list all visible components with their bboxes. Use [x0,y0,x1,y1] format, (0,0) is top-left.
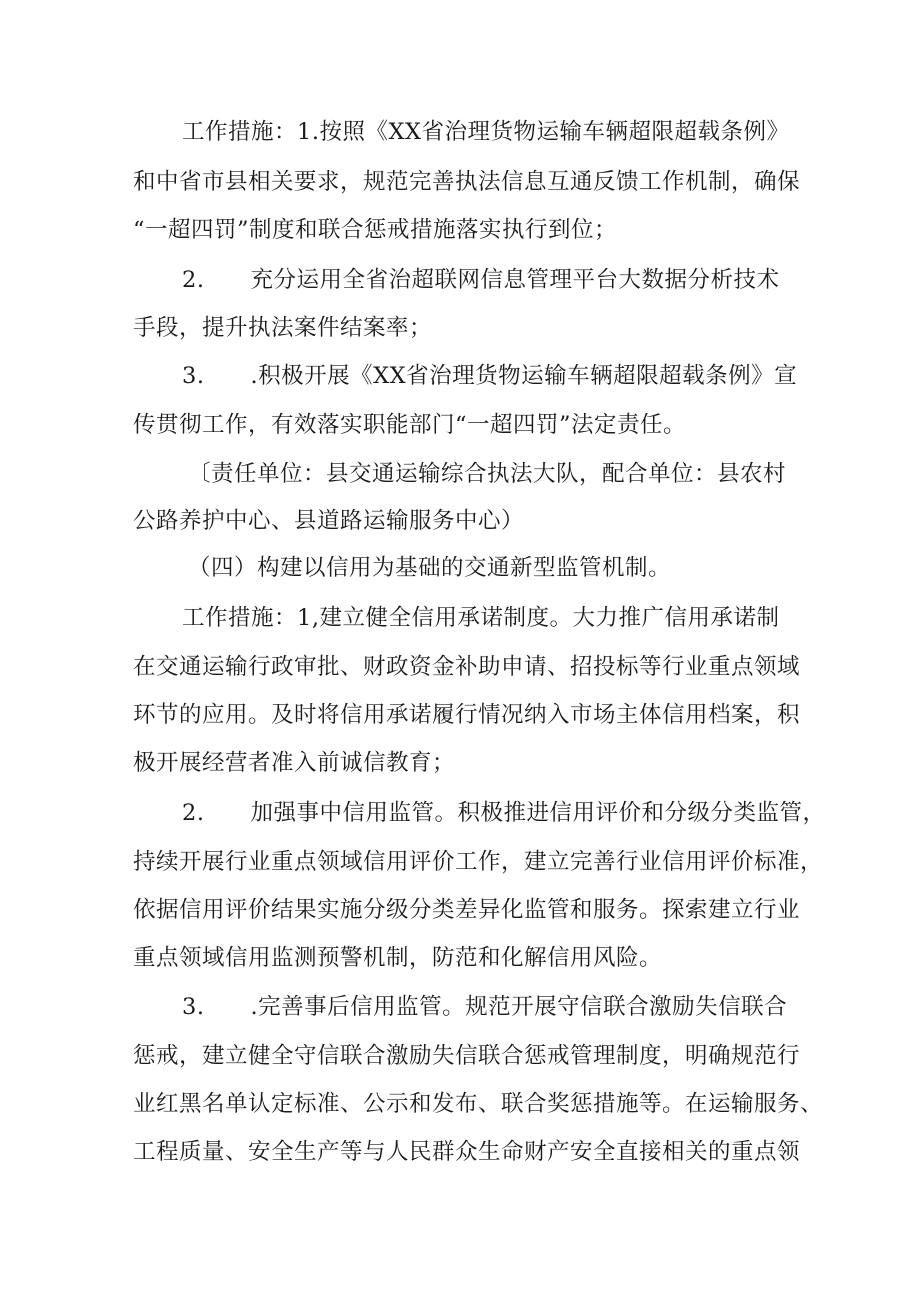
text-line: 依据信用评价结果实施分级分类差异化监管和服务。探索建立行业 [133,897,801,923]
text-line: 工程质量、安全生产等与人民群众生命财产安全直接相关的重点领 [133,1139,801,1165]
text-line: 惩戒，建立健全守信联合激励失信联合惩戒管理制度，明确规范行 [133,1043,801,1069]
text-line: 在交通运输行政审批、财政资金补助申请、招投标等行业重点领域 [133,654,801,680]
text-line: 公路养护中心、县道路运输服务中心） [133,508,525,534]
text-line: 手段，提升执法案件结案率； [133,315,433,341]
text-line: 重点领域信用监测预警机制，防范和化解信用风险。 [133,945,663,971]
text-line: 环节的应用。及时将信用承诺履行情况纳入市场主体信用档案，积 [133,702,801,728]
text-line: 工作措施：1.按照《XX省治理货物运输车辆超限超载条例》 [182,119,790,145]
text-line: 业红黑名单认定标准、公示和发布、联合奖惩措施等。在运输服务、 [133,1091,824,1117]
text-line: 工作措施：1,建立健全信用承诺制度。大力推广信用承诺制 [182,605,780,631]
text-line: 3. .积极开展《XX省治理货物运输车辆超限超载条例》宣 [182,363,798,389]
text-line: 3. .完善事后信用监管。规范开展守信联合激励失信联合 [182,994,788,1020]
text-line: 持续开展行业重点领域信用评价工作，建立完善行业信用评价标准， [133,849,824,875]
text-line: 和中省市县相关要求，规范完善执法信息互通反馈工作机制，确保 [133,169,801,195]
text-line: 〔责任单位：县交通运输综合执法大队，配合单位：县农村 [188,461,787,487]
section-heading: （四）构建以信用为基础的交通新型监管机制。 [188,555,672,581]
text-line: “一超四罚”制度和联合惩戒措施落实执行到位； [133,217,618,243]
text-line: 2. 充分运用全省治超联网信息管理平台大数据分析技术 [182,267,780,293]
text-line: 2. 加强事中信用监管。积极推进信用评价和分级分类监管， [182,800,826,826]
text-line: 极开展经营者准入前诚信教育； [133,750,456,776]
text-line: 传贯彻工作，有效落实职能部门“一超四罚”法定责任。 [133,412,687,438]
